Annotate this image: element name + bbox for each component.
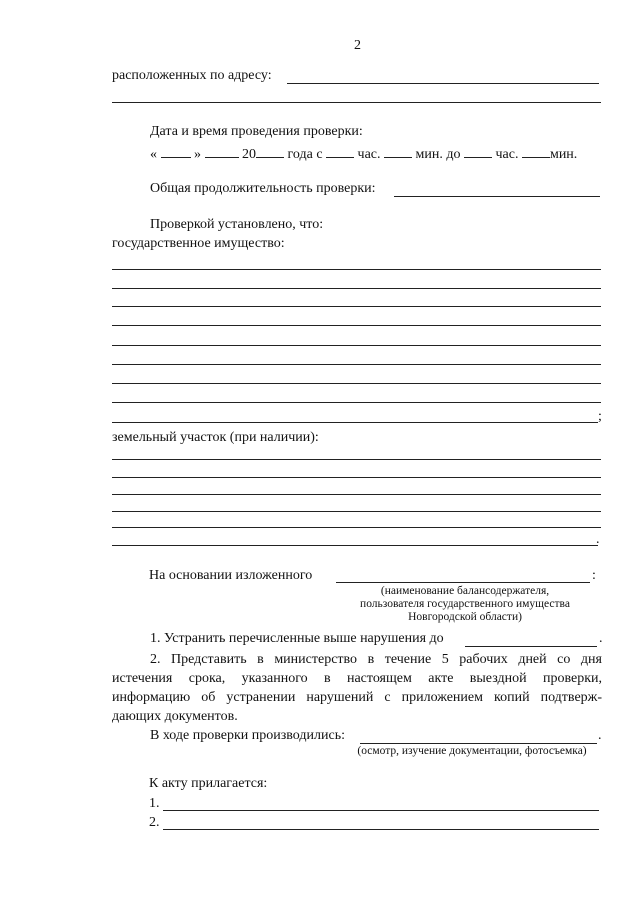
minute-label-2: мин. [549, 147, 578, 162]
year-suffix: года с [287, 147, 323, 162]
attachment-2-field[interactable] [163, 829, 599, 830]
land-plot-label: земельный участок (при наличии): [112, 430, 319, 445]
findings-intro: Проверкой установлено, что: [150, 217, 324, 232]
item-2-line-4: дающих документов. [112, 709, 238, 724]
attachments-label: К акту прилагается: [149, 776, 268, 791]
basis-caption-line-2: пользователя государственного имущества [360, 598, 570, 610]
inspection-period: . [598, 728, 602, 743]
item-2-line-2: истечения срока, указанного в настоящем акте выездной проверки, [112, 671, 602, 686]
state-property-line-6[interactable] [112, 364, 601, 365]
start-minute-field[interactable] [384, 145, 412, 158]
basis-caption-line-3: Новгородской области) [408, 611, 522, 623]
address-field-line-1[interactable] [287, 83, 599, 84]
attachment-1-number: 1. [149, 796, 160, 811]
land-plot-line-2[interactable] [112, 477, 601, 478]
basis-caption [340, 585, 590, 624]
datetime-row [150, 145, 577, 163]
duration-label: Общая продолжительность проверки: [150, 181, 376, 196]
inspection-caption: (осмотр, изучение документации, фотосъемка) [357, 745, 587, 757]
state-property-line-2[interactable] [112, 288, 601, 289]
item-2-line-1: 2. Представить в министерство в течение 5 рабочих дней со дня [150, 652, 602, 667]
item-1-deadline-field[interactable] [465, 646, 597, 647]
basis-label: На основании изложенного [149, 568, 313, 583]
month-field[interactable] [205, 145, 239, 158]
close-quote: » [194, 147, 201, 162]
land-plot-line-6[interactable] [112, 545, 598, 546]
state-property-line-8[interactable] [112, 402, 601, 403]
day-field[interactable] [161, 145, 191, 158]
hour-label-1: час. [357, 147, 381, 162]
land-plot-line-4[interactable] [112, 511, 601, 512]
end-minute-field[interactable] [522, 145, 550, 158]
state-property-line-7[interactable] [112, 383, 601, 384]
duration-field-line[interactable] [394, 196, 600, 197]
end-hour-field[interactable] [464, 145, 492, 158]
year-field[interactable] [256, 145, 284, 158]
basis-caption-line-1: (наименование балансодержателя, [380, 585, 550, 597]
address-label: расположенных по адресу: [112, 68, 272, 83]
item-1-text: 1. Устранить перечисленные выше нарушения до [150, 631, 444, 646]
start-hour-field[interactable] [326, 145, 354, 158]
state-property-line-3[interactable] [112, 306, 601, 307]
state-property-line-1[interactable] [112, 269, 601, 270]
hour-label-2: час. [495, 147, 519, 162]
item-2-line-3: информацию об устранении нарушений с приложением копий подтверж- [112, 690, 602, 705]
attachment-2-number: 2. [149, 815, 160, 830]
basis-colon: : [592, 568, 596, 583]
state-property-line-5[interactable] [112, 345, 601, 346]
item-1-period: . [599, 631, 603, 646]
open-quote: « [150, 147, 157, 162]
land-plot-line-3[interactable] [112, 494, 601, 495]
state-property-line-9[interactable] [112, 422, 598, 423]
page-number: 2 [354, 38, 361, 53]
datetime-label: Дата и время проведения проверки: [150, 124, 363, 139]
year-prefix: 20 [242, 147, 256, 162]
land-plot-line-5[interactable] [112, 527, 601, 528]
basis-field-line[interactable] [336, 582, 590, 583]
inspection-label: В ходе проверки производились: [150, 728, 345, 743]
state-property-line-4[interactable] [112, 325, 601, 326]
land-plot-period: . [596, 532, 600, 547]
inspection-field-line[interactable] [360, 743, 597, 744]
state-property-label: государственное имущество: [112, 236, 285, 251]
attachment-1-field[interactable] [163, 810, 599, 811]
address-field-line-2[interactable] [112, 102, 601, 103]
land-plot-line-1[interactable] [112, 459, 601, 460]
minute-to-label: мин. до [415, 147, 461, 162]
semicolon: ; [598, 409, 602, 424]
